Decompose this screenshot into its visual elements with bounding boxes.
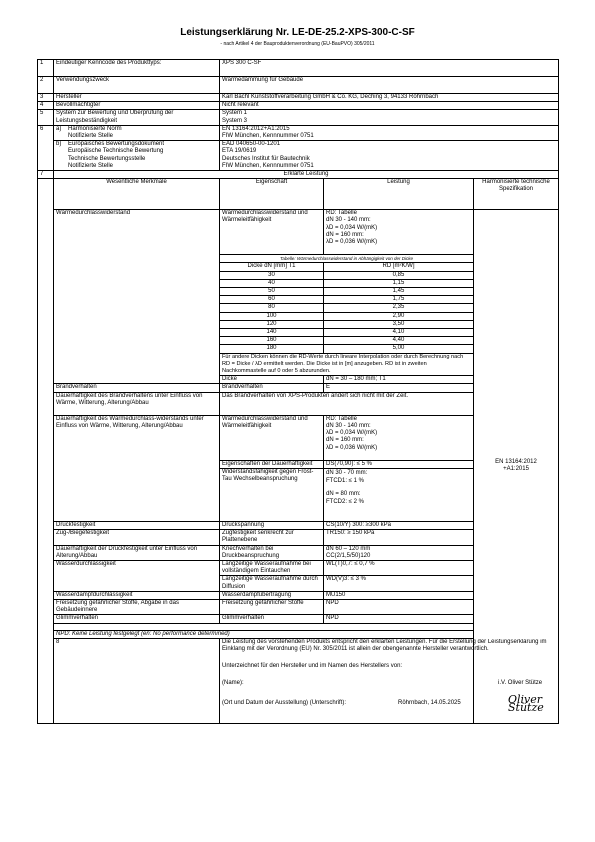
property: Wärmedurchlasswiderstand und Wärmeleitfähigkeit [220,210,324,255]
thickness-row: 80 2,35 [38,304,559,312]
row-number: 2 [38,77,54,94]
system-3: System 3 [222,117,248,124]
characteristic: Dauerhaftigkeit der Druckfestigkeit unter Einfluss von Alterung/Abbau [54,545,220,560]
characteristic: Glimmverhalten [54,615,220,623]
item-b-marker: b) [56,141,62,148]
declaration-text [220,638,559,723]
eta-label: Europäische Technische Bewertung [68,148,164,155]
system-1: System 1 [222,110,248,117]
thickness-row: 60 1,75 [38,296,559,304]
characteristic: Brandverhalten [54,384,220,392]
notified-body-label: Notifizierte Stelle [68,133,114,140]
signed-for-text: Unterzeichnet für den Hersteller und im Namen des Herstellers von: [222,663,403,670]
performance: E [324,384,474,392]
header-characteristics: Wesentliche Merkmale [54,179,220,210]
performance: MU150 [324,591,474,599]
property: Freisetzung gefährlicher Stoffe [220,599,324,614]
thermal-resistance-row [38,210,559,255]
thickness-row: 160 4,40 [38,337,559,345]
thickness-row: 50 1,45 [38,288,559,296]
harmonised-standard: EN 13164:2012+A1:2015 [222,125,290,132]
row-label: Bevollmächtigter [54,102,220,110]
property: Kriechverhalten bei Druckbeanspruchung [220,545,324,560]
header-property: Eigenschaft [220,179,324,210]
row-value: XPS 300 C-SF [220,60,559,77]
performance: dN 30 - 70 mm: FTCD1: ≤ 1 % dN = 80 mm: FTCD2: ≤ 2 % [324,468,474,521]
thickness-row: 40 1,15 [38,279,559,287]
row-number: 3 [38,94,54,102]
performance: NPD [324,615,474,623]
row-6 [38,125,559,170]
characteristic: Freisetzung gefährlicher Stoffe, Abgabe in das Gebäudeinnere [54,599,220,614]
harmonised-standard-label: Harmonisierte Norm [68,125,122,132]
place-date-value: Röhrnbach, 14.05.2025 [398,700,461,707]
row-3 [38,94,559,102]
document-title: Leistungserklärung Nr. LE-DE-25.2-XPS-300-C-SF [180,27,415,38]
row-4 [38,102,559,110]
row-number: 5 [38,110,54,125]
row-1 [38,60,559,77]
header-specification: Harmonisierte technische Spezifikation [474,179,559,210]
notified-body-label: Notifizierte Stelle [68,162,114,169]
declaration-table [37,59,559,724]
row-label: System zur Bewertung und Überprüfung der Leistungsbeständigkeit [54,110,220,125]
property: Druckspannung [220,521,324,529]
thickness-value: dN = 30 – 180 mm; T1 [324,376,474,384]
place-date-label: (Ort und Datum der Ausstellung) (Unterschrift): [222,700,347,707]
performance: WD(V)3: ≤ 3 % [324,576,474,591]
declared-performance-heading: Erklärte Leistung [54,171,559,179]
row-5 [38,110,559,125]
row-label: Eindeutiger Kenncode des Produkttyps: [54,60,220,77]
property: Zugfestigkeit senkrecht zur Plattenebene [220,530,324,545]
notified-body: FIW München, Kennnummer 0751 [222,162,314,169]
tab: Deutsches Institut für Bautechnik [222,155,310,162]
tab-label: Technische Bewertungsstelle [68,155,146,162]
thickness-row: 180 5,00 [38,345,559,353]
performance: RD: Tabelle dN 30 - 140 mm: λD = 0,034 W/(mK) dN = 160 mm: λD = 0,036 W/(mK) [324,415,474,460]
performance: dN 60 – 120 mm CC(2/1,5/50)120 [324,545,474,560]
row-label [54,125,220,170]
characteristic: Wärmedurchlasswiderstand [54,210,220,384]
characteristic: Druckfestigkeit [54,521,220,529]
property: Wärmedurchlasswiderstand und Wärmeleitfähigkeit [220,415,324,460]
performance: NPD [324,599,474,614]
row-value: Karl Bachl Kunststoffverarbeitung GmbH & Co. KG, Deching 3, 94133 Röhrnbach [220,94,559,102]
document-subtitle: - nach Artikel 4 der Bauproduktenverordnung (EU-BauPVO) 305/2011 [220,41,375,47]
row-number: 6 [38,125,54,170]
property: Langzeitige Wasseraufnahme durch Diffusion [220,576,324,591]
performance-header [38,179,559,210]
row-value [220,110,559,125]
characteristic: Zug-/Biegefestigkeit [54,530,220,545]
spec-line-1: EN 13164:2012 [495,459,537,466]
thickness-row: 30 0,85 [38,271,559,279]
performance: CS(10/Y) 300: ≥300 kPa [324,521,474,529]
performance: DS(70,90): ≤ 5 % [324,460,474,468]
ead: EAD 040650-00-1201 [222,141,281,148]
row-label: Verwendungszweck [54,77,220,94]
thickness-table-caption: Tabelle: Wärmedurchlasswiderstand in Abhängigkeit von der Dicke [220,255,474,263]
property: Widerstandsfähigkeit gegen Frost-Tau Wechselbeanspruchung [220,468,324,521]
thickness-row: 120 3,50 [38,320,559,328]
row-8 [38,638,559,723]
performance: TR150: ≥ 150 kPa [324,530,474,545]
performance: RD: Tabelle dN 30 - 140 mm: λD = 0,034 W/(mK) dN = 160 mm: λD = 0,036 W/(mK) [324,210,474,255]
characteristic: Dauerhaftigkeit des Brandverhaltens unter Einfluss von Wärme, Witterung, Alterung/Abbau [54,392,220,415]
characteristic: Wasserdurchlässigkeit [54,560,220,591]
thickness-label: Dicke [220,376,324,384]
signature: Oliver Stütze [508,693,544,714]
row-2 [38,77,559,94]
row-number: 1 [38,60,54,77]
thickness-row: 100 2,90 [38,312,559,320]
signatory-name: i.V. Oliver Stütze [498,680,543,687]
row-number: 4 [38,102,54,110]
property: Eigenschaften der Dauerhaftigkeit [220,460,324,468]
property: Brandverhalten [220,384,324,392]
property: Wasserdampfübertragung [220,591,324,599]
row-label: Hersteller [54,94,220,102]
performance: WL(T)0,7: ≤ 0,7 % [324,560,474,575]
name-label: (Name): [222,680,244,687]
property: Langzeitige Wasseraufnahme bei vollständigem Eintauchen [220,560,324,575]
ead-label: Europäisches Bewertungsdokument [68,141,165,148]
row-number: 7 [38,171,54,179]
row-7 [38,171,559,179]
characteristic: Wasserdampfdurchlässigkeit [54,591,220,599]
item-a-marker: a) [56,125,62,132]
thickness-column-header: Dicke dN [mm] T1 [220,263,324,271]
row-value: Wärmedämmung für Gebäude [220,77,559,94]
performance: Das Brandverhalten von XPS-Produkten ändert sich nicht mit der Zeit. [220,392,474,415]
resistance-column-header: RD [m²K/W] [324,263,474,271]
interpolation-note: Für andere Dicken können die RD-Werte durch lineare Interpolation oder durch Berechnung nach RD = Dicke / λD ermittelt werden. Die Dicke ist in [m] anzugeben. RD ist in zweiten Nachkommastelle auf 0 oder 5 abzurunden. [220,353,474,376]
spec-line-2: +A1:2015 [503,466,529,473]
row-value [220,125,559,170]
row-value: Nicht relevant [220,102,559,110]
thickness-row: 140 4,10 [38,329,559,337]
header-performance: Leistung [324,179,474,210]
property: Glimmverhalten [220,615,324,623]
notified-body: FIW München, Kennnummer 0751 [222,133,314,140]
responsibility-text: Die Leistung des vorstehenden Produkts entspricht den erklärten Leistungen. Für die Erstellung der Leistungserklärung im Einklang mit der Verordnung (EU) Nr. 305/2011 ist allein der obengenannte Hersteller verantwortlich. [222,638,547,652]
characteristic: Dauerhaftigkeit des Wärmedurchlass-widerstands unter Einfluss von Wärme, Witterung, Alterung/Abbau [54,415,220,521]
row-number: 8 [54,638,220,723]
npd-note: NPD: Keine Leistung festgelegt (en: No performance determined) [54,630,559,638]
eta: ETA 19/0619 [222,148,257,155]
